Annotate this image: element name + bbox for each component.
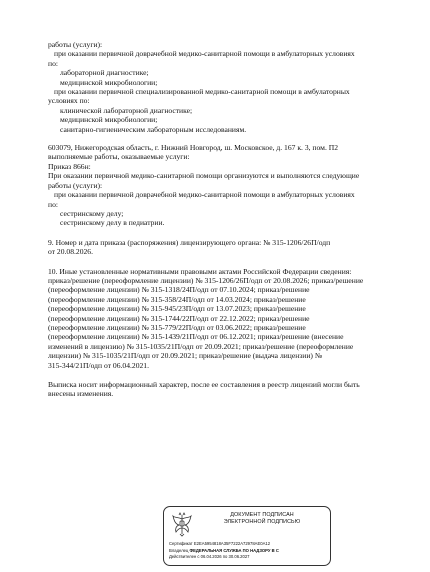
- text-line: (переоформление лицензии) № 315-358/24П/одп от 14.03.2024; приказ/решение: [48, 294, 306, 304]
- text-line: приказ/решение (переоформление лицензии) № 315-1206/26П/одп от 20.08.2026; приказ/решение: [48, 275, 364, 285]
- disclaimer-note: [48, 380, 393, 399]
- text-line: при оказании первичной доврачебной медико-санитарной помощи в амбулаторных условиях: [54, 49, 355, 59]
- services-block-a: [48, 40, 393, 134]
- text-line: 9. Номер и дата приказа (распоряжения) лицензирующего органа: № 315-1206/26П/одп: [48, 237, 331, 247]
- text-line: изменений в лицензию) № 315-1035/21П/одп от 20.09.2021; приказ/решение (переоформление: [48, 341, 354, 351]
- validity-value: с 06.04.2026 по 30.06.2027: [197, 554, 250, 559]
- owner-value: ФЕДЕРАЛЬНАЯ СЛУЖБА ПО НАДЗОРУ В С: [189, 547, 279, 553]
- stamp-title-line: ДОКУМЕНТ ПОДПИСАН: [230, 512, 294, 518]
- list-item: клинической лабораторной диагностике;: [60, 105, 193, 115]
- text-line: При оказании первичной медико-санитарной помощи организуются и выполняются следующие: [48, 171, 360, 181]
- validity-row: [169, 554, 328, 561]
- stamp-title: [198, 512, 326, 526]
- list-item: сестринскому делу;: [60, 208, 124, 218]
- text-line: (переоформление лицензии) № 315-1744/22П/одп от 22.12.2022; приказ/решение: [48, 313, 310, 323]
- text-line: по:: [48, 58, 58, 68]
- electronic-signature-stamp: [163, 506, 331, 566]
- text-line: 10. Иные установленные нормативными правовыми актами Российской Федерации сведения:: [48, 266, 352, 276]
- list-item: санитарно-гигиеническим лабораторным исследованиям.: [60, 124, 247, 134]
- list-item: лабораторной диагностике;: [60, 68, 149, 78]
- list-item: медицинской микробиологии;: [60, 115, 158, 125]
- text-line: условиях по:: [48, 96, 90, 106]
- text-line: от 20.08.2026.: [48, 247, 93, 257]
- list-item: сестринскому делу в педиатрии.: [60, 218, 165, 228]
- coat-of-arms-icon: [170, 512, 194, 538]
- stamp-details: [169, 541, 328, 561]
- owner-label: Владелец: [169, 547, 189, 553]
- text-line: (переоформление лицензии) № 315-779/22П/одп от 03.06.2022; приказ/решение: [48, 322, 306, 332]
- address-block-b: [48, 143, 393, 228]
- text-line: лицензии) № 315-1035/21П/одп от 20.09.2021; приказ/решение (выдача лицензии) №: [48, 351, 323, 361]
- text-line: при оказании первичной специализированной медико-санитарной помощи в амбулаторных: [54, 87, 350, 97]
- text-line: при оказании первичной доврачебной медико-санитарной помощи в амбулаторных условиях: [54, 190, 355, 200]
- text-line: (переоформление лицензии) № 315-1439/21П/одп от 06.12.2021; приказ/решение (внесение: [48, 332, 344, 342]
- text-line: работы (услуги):: [48, 180, 103, 190]
- text-line: 315-344/21П/одп от 06.04.2021.: [48, 360, 149, 370]
- other-info-section: [48, 267, 393, 370]
- text-line: по:: [48, 199, 58, 209]
- document-body: [48, 40, 393, 399]
- text-line: Выписка носит информационный характер, после ее составления в реестр лицензий могли быть: [48, 380, 360, 389]
- text-line: (переоформление лицензии) № 315-1318/24П/одп от 07.10.2024; приказ/решение: [48, 285, 310, 295]
- text-line: выполняемые работы, оказываемые услуги:: [48, 152, 190, 162]
- text-line: (переоформление лицензии) № 315-945/23П/одп от 13.07.2023; приказ/решение: [48, 304, 306, 314]
- text-line: Приказ 866н:: [48, 161, 91, 171]
- address-line: 603079, Нижегородская область, г. Нижний Новгород, ш. Московское, д. 167 к. 3, пом. П2: [48, 143, 339, 153]
- validity-label: Действителен: [169, 554, 197, 559]
- certificate-label: Сертификат: [169, 541, 193, 546]
- text-line: внесены изменения.: [48, 389, 114, 399]
- list-item: медицинской микробиологии;: [60, 77, 158, 87]
- stamp-title-line: ЭЛЕКТРОННОЙ ПОДПИСЬЮ: [223, 519, 301, 525]
- order-number-section: [48, 238, 393, 257]
- certificate-value: E2EA5954818A35F7222A72978AE0A12: [193, 541, 271, 546]
- text-line: работы (услуги):: [48, 40, 103, 49]
